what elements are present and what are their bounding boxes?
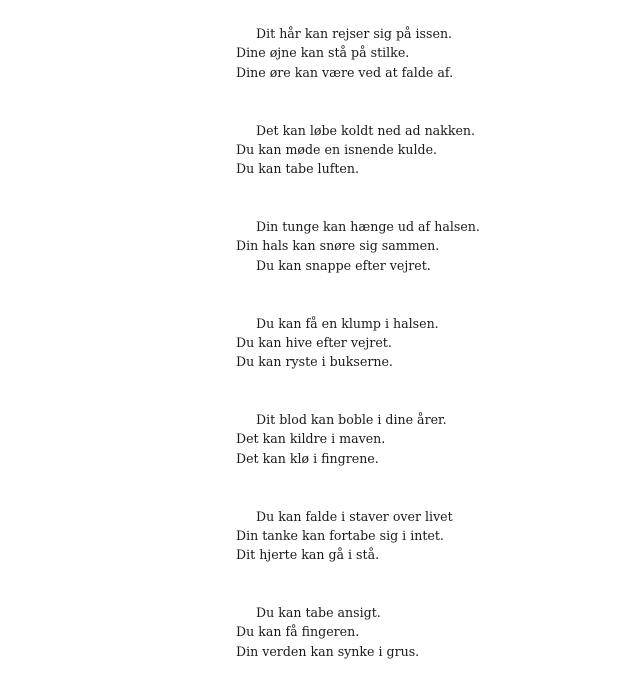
poem-line: Du kan møde en isnende kulde. [236, 141, 438, 157]
poem-line: Din hals kan snøre sig sammen. [236, 238, 440, 254]
poem-line: Din verden kan synke i grus. [236, 643, 420, 659]
poem-line: Din tunge kan hænge ud af halsen. [256, 219, 480, 234]
poem-line: Det kan klø i fingrene. [236, 450, 379, 466]
poem-line: Du kan tabe luften. [236, 161, 359, 177]
poem-line: Dit hår kan rejser sig på issen. [256, 26, 453, 41]
stanza [236, 410, 596, 507]
stanza [236, 121, 596, 218]
poem-line: Dit blod kan boble i dine årer. [256, 412, 447, 427]
stanza [236, 217, 596, 314]
poem-line: Du kan ryste i bukserne. [236, 354, 393, 370]
poem-line: Du kan få fingeren. [236, 624, 360, 640]
poem [236, 24, 596, 700]
poem-line: Dine øjne kan stå på stilke. [236, 45, 410, 61]
stanza [236, 314, 596, 411]
poem-line: Du kan hive efter vejret. [236, 334, 392, 350]
poem-line: Du kan snappe efter vejret. [256, 257, 431, 273]
poem-line: Dine øre kan være ved at falde af. [236, 64, 454, 80]
poem-line: Du kan få en klump i halsen. [256, 315, 439, 331]
poem-line: Dit hjerte kan gå i stå. [236, 547, 380, 563]
stanza [236, 507, 596, 604]
poem-line: Det kan kildre i maven. [236, 431, 386, 447]
stanza [236, 603, 596, 700]
poem-line: Du kan tabe ansigt. [256, 605, 381, 620]
poem-line: Din tanke kan fortabe sig i intet. [236, 527, 444, 543]
poem-line: Det kan løbe koldt ned ad nakken. [256, 122, 476, 138]
poem-line: Du kan falde i staver over livet [256, 508, 453, 524]
stanza [236, 24, 596, 121]
